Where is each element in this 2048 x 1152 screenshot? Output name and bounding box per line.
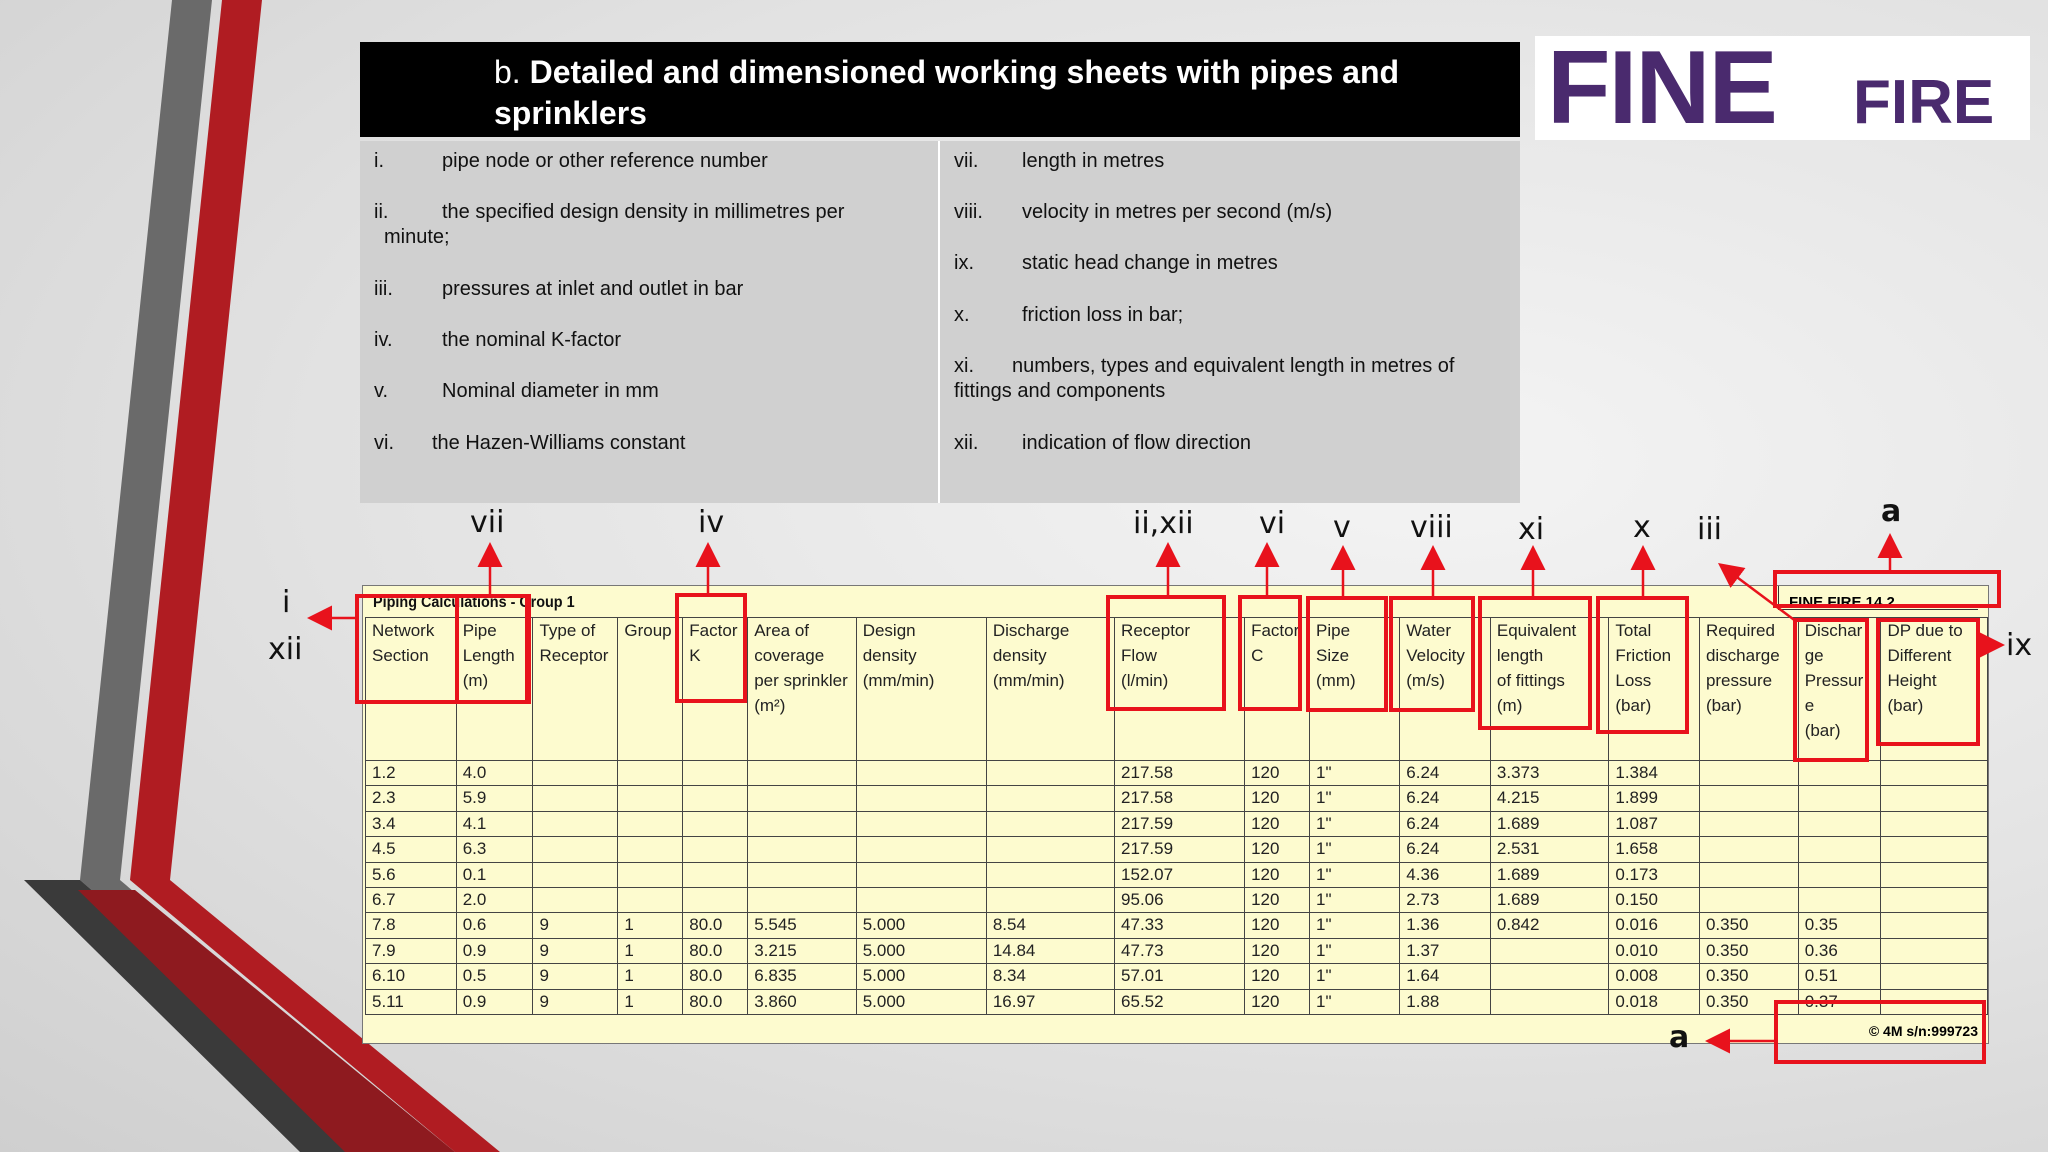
table-cell xyxy=(1699,887,1798,912)
highlight-receptor-flow xyxy=(1106,595,1226,711)
table-cell xyxy=(748,761,856,786)
label-ii-xii: ii,xii xyxy=(1133,506,1194,541)
table-cell: 1.689 xyxy=(1490,811,1608,836)
label-ix: ix xyxy=(2006,628,2033,663)
highlight-factor-c xyxy=(1238,595,1302,711)
table-cell: 8.54 xyxy=(986,913,1114,938)
table-cell: 4.0 xyxy=(456,761,533,786)
table-cell: 1" xyxy=(1310,938,1400,963)
table-cell xyxy=(533,837,618,862)
table-cell: 1 xyxy=(618,938,683,963)
table-cell: 120 xyxy=(1245,938,1310,963)
table-cell: 0.018 xyxy=(1609,989,1700,1014)
column-header: Network Section xyxy=(366,618,457,761)
table-cell: 1.689 xyxy=(1490,887,1608,912)
table-cell: 120 xyxy=(1245,786,1310,811)
table-cell xyxy=(1490,989,1608,1014)
table-cell xyxy=(986,761,1114,786)
table-cell: 0.008 xyxy=(1609,964,1700,989)
list-item: ix. static head change in metres xyxy=(954,252,1278,274)
list-item: vi. the Hazen-Williams constant xyxy=(374,432,686,454)
table-cell xyxy=(1881,887,1988,912)
table-cell: 3.373 xyxy=(1490,761,1608,786)
table-cell xyxy=(683,786,748,811)
table-cell: 0.350 xyxy=(1699,989,1798,1014)
column-header: Area of coverage per sprinkler (m²) xyxy=(748,618,856,761)
table-cell: 1" xyxy=(1310,887,1400,912)
table-cell: 0.9 xyxy=(456,989,533,1014)
table-cell xyxy=(1881,811,1988,836)
table-cell: 9 xyxy=(533,964,618,989)
label-iii: iii xyxy=(1697,512,1723,547)
table-cell: 80.0 xyxy=(683,989,748,1014)
table-cell: 1 xyxy=(618,964,683,989)
table-cell xyxy=(856,811,986,836)
table-cell xyxy=(856,786,986,811)
highlight-brand xyxy=(1773,570,2001,608)
table-cell: 8.34 xyxy=(986,964,1114,989)
table-cell: 0.37 xyxy=(1798,989,1881,1014)
table-cell xyxy=(1798,761,1881,786)
column-header: Design density (mm/min) xyxy=(856,618,986,761)
table-cell: 5.000 xyxy=(856,913,986,938)
requirements-list xyxy=(360,141,1520,503)
table-cell: 4.1 xyxy=(456,811,533,836)
table-row xyxy=(366,761,1988,786)
table-cell xyxy=(986,837,1114,862)
table-cell: 0.35 xyxy=(1798,913,1881,938)
table-cell xyxy=(618,761,683,786)
table-cell: 1" xyxy=(1310,786,1400,811)
table-cell: 5.6 xyxy=(366,862,457,887)
table-cell xyxy=(856,862,986,887)
table-cell xyxy=(1798,887,1881,912)
table-cell xyxy=(748,786,856,811)
column-header: Type of Receptor xyxy=(533,618,618,761)
table-cell xyxy=(618,837,683,862)
table-cell: 1.087 xyxy=(1609,811,1700,836)
label-x: x xyxy=(1633,510,1651,545)
table-cell xyxy=(1490,964,1608,989)
table-cell: 2.73 xyxy=(1400,887,1491,912)
table-cell: 0.350 xyxy=(1699,964,1798,989)
table-cell: 0.016 xyxy=(1609,913,1700,938)
title-text: Detailed and dimensioned working sheets with pipes and sprinklers xyxy=(494,54,1400,131)
table-cell: 14.84 xyxy=(986,938,1114,963)
table-cell: 6.7 xyxy=(366,887,457,912)
table-cell: 120 xyxy=(1245,913,1310,938)
list-item: iv. the nominal K-factor xyxy=(374,329,621,351)
table-cell: 2.531 xyxy=(1490,837,1608,862)
table-cell xyxy=(748,887,856,912)
table-cell xyxy=(986,862,1114,887)
label-a-top: a xyxy=(1881,494,1902,529)
table-cell: 4.5 xyxy=(366,837,457,862)
highlight-pipe-size xyxy=(1306,596,1388,712)
table-cell: 5.000 xyxy=(856,989,986,1014)
column-header: Group xyxy=(618,618,683,761)
list-item: v. Nominal diameter in mm xyxy=(374,380,659,402)
sheet-title: Piping Calculations - Group 1 xyxy=(373,594,575,611)
table-cell: 5.11 xyxy=(366,989,457,1014)
table-cell: 6.10 xyxy=(366,964,457,989)
table-cell: 1 xyxy=(618,913,683,938)
column-header: Receptor Flow (l/min) xyxy=(1115,618,1245,761)
table-cell: 1" xyxy=(1310,964,1400,989)
table-cell: 1.2 xyxy=(366,761,457,786)
highlight-pipe-length xyxy=(455,594,531,704)
list-item: iii. pressures at inlet and outlet in bar xyxy=(374,278,744,300)
table-cell: 1" xyxy=(1310,837,1400,862)
column-header: Total Friction Loss (bar) xyxy=(1609,618,1700,761)
table-row xyxy=(366,786,1988,811)
table-cell: 1" xyxy=(1310,913,1400,938)
table-cell xyxy=(683,837,748,862)
label-xi: xi xyxy=(1518,512,1545,547)
fine-fire-logo xyxy=(1535,30,2030,146)
title-prefix: b. xyxy=(494,54,521,90)
table-cell xyxy=(618,887,683,912)
table-cell: 0.842 xyxy=(1490,913,1608,938)
table-cell xyxy=(618,862,683,887)
table-body xyxy=(366,761,1988,1015)
table-cell xyxy=(1699,786,1798,811)
table-cell xyxy=(533,761,618,786)
table-cell xyxy=(986,811,1114,836)
table-cell xyxy=(533,811,618,836)
table-cell xyxy=(748,862,856,887)
column-header: Discharge density (mm/min) xyxy=(986,618,1114,761)
column-header: Pipe Size (mm) xyxy=(1310,618,1400,761)
table-cell: 3.215 xyxy=(748,938,856,963)
table-cell: 6.3 xyxy=(456,837,533,862)
table-cell: 1.36 xyxy=(1400,913,1491,938)
table-cell xyxy=(1798,862,1881,887)
column-header: Factor K xyxy=(683,618,748,761)
table-cell: 6.24 xyxy=(1400,811,1491,836)
table-cell: 1" xyxy=(1310,989,1400,1014)
highlight-serial xyxy=(1774,1000,1986,1064)
table-cell: 0.173 xyxy=(1609,862,1700,887)
table-cell xyxy=(1798,837,1881,862)
table-cell: 80.0 xyxy=(683,938,748,963)
list-item: ii. the specified design density in millimetres per minute; xyxy=(374,201,845,248)
table-row xyxy=(366,862,1988,887)
table-cell: 5.9 xyxy=(456,786,533,811)
table-cell: 152.07 xyxy=(1115,862,1245,887)
column-header: Factor C xyxy=(1245,618,1310,761)
table-cell xyxy=(986,786,1114,811)
table-cell xyxy=(1699,811,1798,836)
highlight-friction-loss xyxy=(1596,596,1689,734)
highlight-equivalent-length xyxy=(1478,596,1592,730)
highlight-factor-k xyxy=(675,593,747,703)
table-cell: 217.59 xyxy=(1115,837,1245,862)
table-cell xyxy=(1881,964,1988,989)
table-cell: 120 xyxy=(1245,811,1310,836)
table-cell: 1.689 xyxy=(1490,862,1608,887)
table-cell xyxy=(1798,811,1881,836)
table-cell: 120 xyxy=(1245,761,1310,786)
label-vii: vii xyxy=(470,505,505,540)
column-header: DP due to Different Height (bar) xyxy=(1881,618,1988,761)
table-cell: 0.6 xyxy=(456,913,533,938)
table-cell: 120 xyxy=(1245,887,1310,912)
table-cell xyxy=(533,887,618,912)
list-item: xii. indication of flow direction xyxy=(954,432,1252,454)
highlight-velocity xyxy=(1389,596,1475,712)
table-cell: 0.9 xyxy=(456,938,533,963)
table-cell xyxy=(1490,938,1608,963)
table-cell: 1.64 xyxy=(1400,964,1491,989)
table-cell xyxy=(683,811,748,836)
table-cell xyxy=(1881,913,1988,938)
table-cell xyxy=(1881,862,1988,887)
label-xii: xii xyxy=(268,632,303,667)
table-cell: 65.52 xyxy=(1115,989,1245,1014)
table-row xyxy=(366,887,1988,912)
table-cell: 0.350 xyxy=(1699,913,1798,938)
table-cell: 5.545 xyxy=(748,913,856,938)
table-cell: 217.59 xyxy=(1115,811,1245,836)
table-cell: 4.36 xyxy=(1400,862,1491,887)
table-row xyxy=(366,811,1988,836)
column-header: Equivalent length of fittings (m) xyxy=(1490,618,1608,761)
table-cell: 0.150 xyxy=(1609,887,1700,912)
label-v: v xyxy=(1333,510,1351,545)
table-cell xyxy=(1798,786,1881,811)
table-cell: 1" xyxy=(1310,761,1400,786)
table-cell: 0.36 xyxy=(1798,938,1881,963)
table-cell xyxy=(1699,862,1798,887)
highlight-dp-height xyxy=(1876,618,1980,746)
table-row xyxy=(366,964,1988,989)
table-cell: 6.24 xyxy=(1400,837,1491,862)
table-cell: 1.658 xyxy=(1609,837,1700,862)
table-cell: 57.01 xyxy=(1115,964,1245,989)
table-cell: 7.9 xyxy=(366,938,457,963)
requirements-left-column xyxy=(360,141,940,503)
list-item: x. friction loss in bar; xyxy=(954,304,1184,326)
column-header: Required discharge pressure (bar) xyxy=(1699,618,1798,761)
table-cell xyxy=(618,786,683,811)
table-cell: 9 xyxy=(533,913,618,938)
table-cell: 0.350 xyxy=(1699,938,1798,963)
table-cell: 1 xyxy=(618,989,683,1014)
table-cell: 47.33 xyxy=(1115,913,1245,938)
highlight-discharge-pressure xyxy=(1793,618,1869,762)
table-cell: 47.73 xyxy=(1115,938,1245,963)
table-cell: 9 xyxy=(533,989,618,1014)
table-cell: 1.899 xyxy=(1609,786,1700,811)
table-row xyxy=(366,938,1988,963)
table-cell: 120 xyxy=(1245,837,1310,862)
table-cell xyxy=(748,837,856,862)
column-header: Water Velocity (m/s) xyxy=(1400,618,1491,761)
table-cell xyxy=(618,811,683,836)
table-cell xyxy=(1881,761,1988,786)
table-cell: 6.24 xyxy=(1400,761,1491,786)
table-cell: 6.835 xyxy=(748,964,856,989)
table-cell: 3.860 xyxy=(748,989,856,1014)
table-cell: 1" xyxy=(1310,811,1400,836)
table-cell: 1" xyxy=(1310,862,1400,887)
table-cell xyxy=(533,786,618,811)
table-cell xyxy=(748,811,856,836)
requirements-right-column xyxy=(940,141,1520,503)
copyright: © 4M s/n:999723 xyxy=(1868,1023,1978,1039)
list-item: vii. length in metres xyxy=(954,150,1165,172)
column-header: Pipe Length (m) xyxy=(456,618,533,761)
table-cell xyxy=(1699,761,1798,786)
label-a-bottom: a xyxy=(1669,1020,1690,1055)
table-cell xyxy=(683,761,748,786)
table-cell xyxy=(856,887,986,912)
table-cell: 120 xyxy=(1245,989,1310,1014)
table-cell xyxy=(1881,837,1988,862)
table-cell: 4.215 xyxy=(1490,786,1608,811)
table-cell: 5.000 xyxy=(856,964,986,989)
table-row xyxy=(366,913,1988,938)
table-cell: 0.010 xyxy=(1609,938,1700,963)
column-header: Dischar ge Pressur e (bar) xyxy=(1798,618,1881,761)
table-cell xyxy=(986,887,1114,912)
list-item: xi. numbers, types and equivalent length in metres of fittings and components xyxy=(954,355,1455,402)
logo-fine-text: FINE xyxy=(1547,30,1776,146)
table-cell xyxy=(1881,786,1988,811)
list-item: i. pipe node or other reference number xyxy=(374,150,768,172)
table-cell xyxy=(683,862,748,887)
table-cell: 120 xyxy=(1245,862,1310,887)
table-cell: 217.58 xyxy=(1115,786,1245,811)
table-cell: 5.000 xyxy=(856,938,986,963)
table-cell xyxy=(533,862,618,887)
table-cell: 80.0 xyxy=(683,964,748,989)
list-item: viii. velocity in metres per second (m/s) xyxy=(954,201,1333,223)
sheet-brand: FINE FIRE 14.2 xyxy=(1778,586,1978,610)
table-cell: 3.4 xyxy=(366,811,457,836)
table-cell: 1.384 xyxy=(1609,761,1700,786)
table-cell: 95.06 xyxy=(1115,887,1245,912)
table-cell: 1.88 xyxy=(1400,989,1491,1014)
table-cell: 2.0 xyxy=(456,887,533,912)
table-cell xyxy=(856,837,986,862)
label-i: i xyxy=(282,585,291,620)
table-cell: 6.24 xyxy=(1400,786,1491,811)
table-cell: 0.5 xyxy=(456,964,533,989)
table-cell: 7.8 xyxy=(366,913,457,938)
table-cell xyxy=(856,761,986,786)
table-row xyxy=(366,837,1988,862)
table-cell: 2.3 xyxy=(366,786,457,811)
table-cell xyxy=(1699,837,1798,862)
label-vi: vi xyxy=(1259,506,1286,541)
table-row xyxy=(366,989,1988,1014)
table-cell: 9 xyxy=(533,938,618,963)
table-cell: 120 xyxy=(1245,964,1310,989)
table-cell: 0.51 xyxy=(1798,964,1881,989)
logo-fire-text: FIRE xyxy=(1853,68,1995,137)
table-cell xyxy=(683,887,748,912)
table-cell: 0.1 xyxy=(456,862,533,887)
table-cell xyxy=(1881,938,1988,963)
table-cell: 217.58 xyxy=(1115,761,1245,786)
table-cell: 80.0 xyxy=(683,913,748,938)
label-viii: viii xyxy=(1410,510,1453,545)
slide-title xyxy=(360,42,1520,137)
label-iv: iv xyxy=(698,505,725,540)
table-cell: 16.97 xyxy=(986,989,1114,1014)
table-cell: 1.37 xyxy=(1400,938,1491,963)
